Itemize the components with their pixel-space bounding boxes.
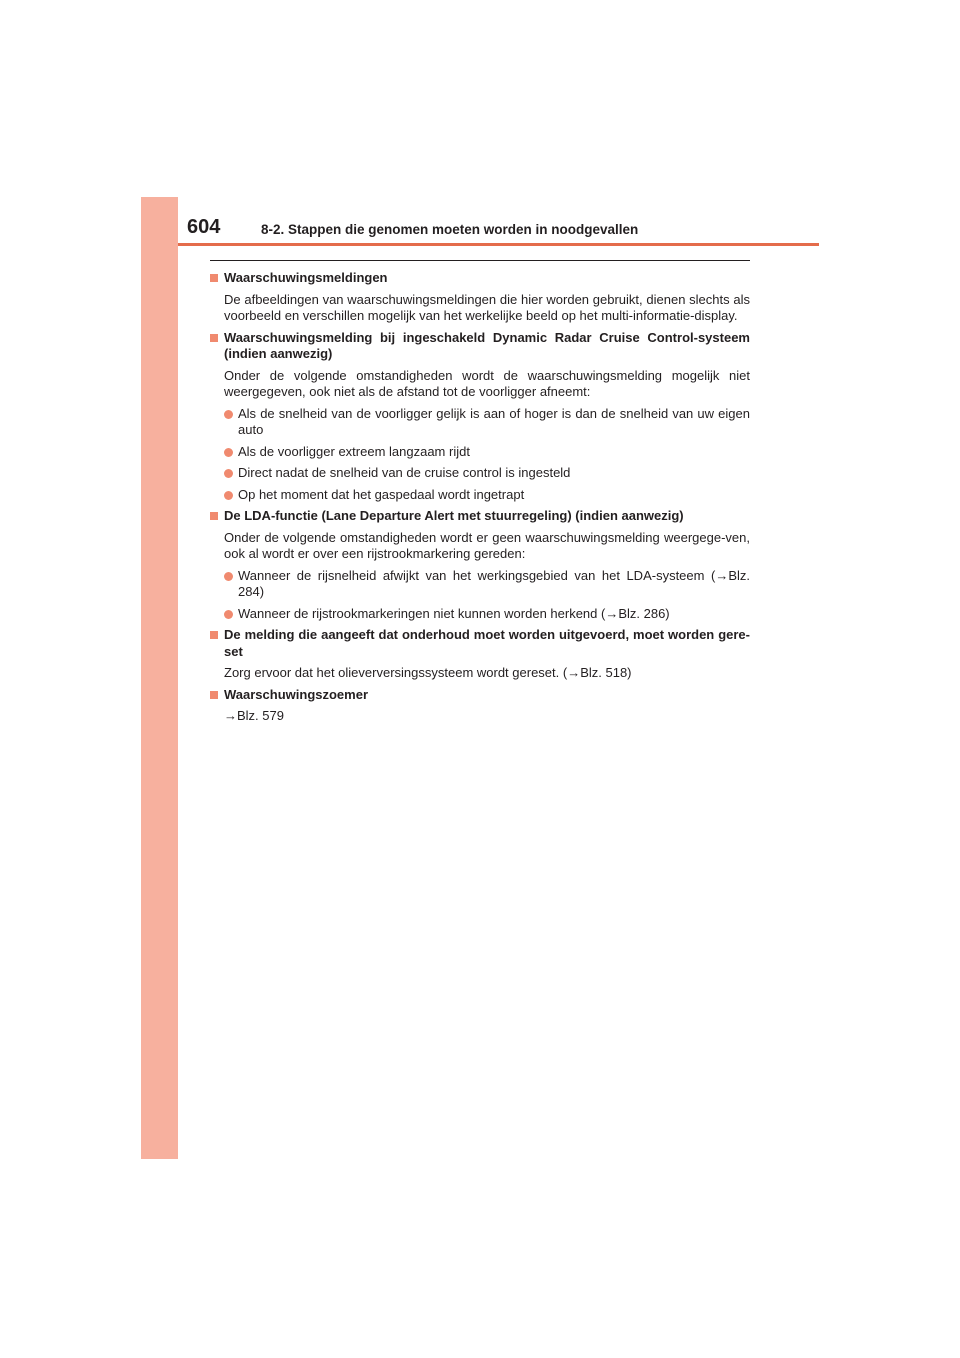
section-heading: De LDA-functie (Lane Departure Alert met stuurregeling) (indien aanwezig) [210,508,750,525]
chapter-title: 8-2. Stappen die genomen moeten worden in noodgevallen [261,222,639,237]
page-content [210,270,750,725]
page-reference: →Blz. 579 [224,708,284,723]
section-lda-function [210,508,750,622]
section-heading: Waarschuwingsmeldingen [210,270,750,287]
list-item: Op het moment dat het gaspedaal wordt ingetrapt [210,487,750,504]
header-rule [178,243,819,246]
section-heading: Waarschuwingsmelding bij ingeschakeld Dynamic Radar Cruise Control-systeem (indien aanwezig) [210,330,750,363]
section-radar-cruise-warning [210,330,750,504]
list-item: Direct nadat de snelheid van de cruise control is ingesteld [210,465,750,482]
list-item: Wanneer de rijstrookmarkeringen niet kunnen worden herkend (→Blz. 286) [210,606,750,623]
round-bullet-icon [224,491,233,500]
square-bullet-icon [210,691,218,699]
square-bullet-icon [210,274,218,282]
section-heading: De melding die aangeeft dat onderhoud moet worden uitgevoerd, moet worden gere-set [210,627,750,660]
round-bullet-icon [224,448,233,457]
section-warning-buzzer [210,687,750,725]
section-paragraph: Onder de volgende omstandigheden wordt de waarschuwingsmelding mogelijk niet weergegeven, ook niet als de afstand tot de voorligger afneemt: [224,367,750,399]
round-bullet-icon [224,572,233,581]
square-bullet-icon [210,334,218,342]
section-paragraph: Onder de volgende omstandigheden wordt er geen waarschuwingsmelding weergege-ven, ook al wordt er over een rijstrookmarkering gereden: [224,529,750,561]
square-bullet-icon [210,631,218,639]
round-bullet-icon [224,610,233,619]
list-item: Als de snelheid van de voorligger gelijk is aan of hoger is dan de snelheid van uw eigen auto [210,406,750,439]
list-item: Wanneer de rijsnelheid afwijkt van het werkingsgebied van het LDA-systeem (→Blz. 284) [210,568,750,601]
round-bullet-icon [224,410,233,419]
section-warning-messages [210,270,750,325]
list-item: Als de voorligger extreem langzaam rijdt [210,444,750,461]
section-heading: Waarschuwingszoemer [210,687,750,704]
content-top-rule [210,260,750,261]
square-bullet-icon [210,512,218,520]
round-bullet-icon [224,469,233,478]
page-number: 604 [187,216,221,238]
side-color-band [141,197,178,1159]
section-paragraph: Zorg ervoor dat het olieverversingssysteem wordt gereset. (→Blz. 518) [224,665,632,680]
section-paragraph: De afbeeldingen van waarschuwingsmeldingen die hier worden gebruikt, dienen slechts als voorbeeld en verschillen mogelijk van het werkelijke beeld op het multi-informatie-display. [224,291,750,323]
section-maintenance-reset [210,627,750,682]
